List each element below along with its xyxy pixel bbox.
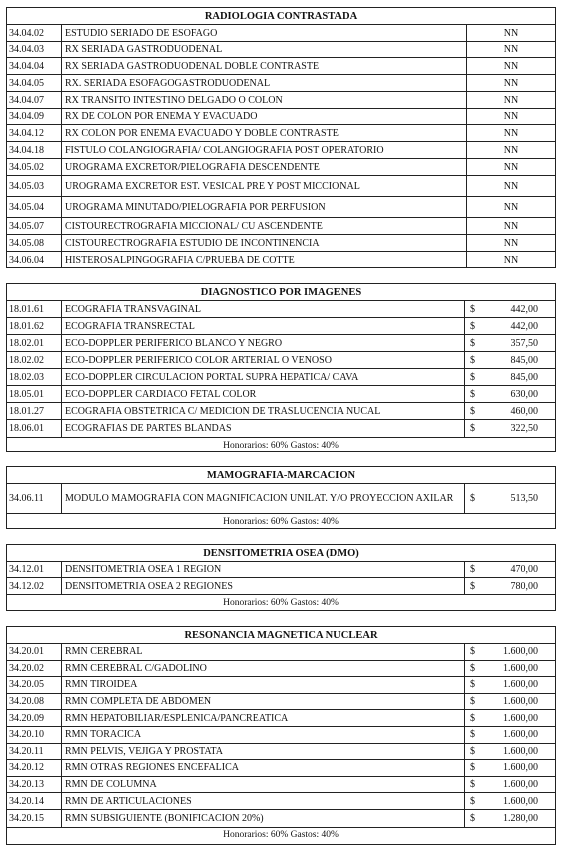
row-description: MODULO MAMOGRAFIA CON MAGNIFICACION UNILAT. Y/O PROYECCION AXILAR	[62, 484, 465, 513]
row-code: 34.20.08	[7, 694, 62, 710]
row-description: RMN TORACICA	[62, 727, 465, 743]
table-row	[7, 335, 555, 352]
row-description: ECO-DOPPLER PERIFERICO BLANCO Y NEGRO	[62, 335, 465, 351]
row-description: RMN DE COLUMNA	[62, 777, 465, 793]
row-description: RMN COMPLETA DE ABDOMEN	[62, 694, 465, 710]
row-description: RMN CEREBRAL C/GADOLINO	[62, 661, 465, 677]
row-code: 18.02.03	[7, 369, 62, 385]
row-description: RX SERIADA GASTRODUODENAL	[62, 42, 467, 57]
row-price	[465, 694, 555, 710]
row-code: 34.12.01	[7, 562, 62, 577]
row-amount: 442,00	[510, 303, 538, 315]
currency-symbol: $	[470, 337, 475, 349]
row-price	[465, 420, 555, 437]
rows-densitometria	[7, 562, 555, 594]
row-description: UROGRAMA EXCRETOR/PIELOGRAFIA DESCENDENTE	[62, 159, 467, 175]
currency-symbol: $	[470, 729, 475, 741]
row-code: 34.04.18	[7, 142, 62, 158]
table-row	[7, 352, 555, 369]
table-row	[7, 562, 555, 578]
row-description: RMN CEREBRAL	[62, 644, 465, 660]
row-description: UROGRAMA EXCRETOR EST. VESICAL PRE Y POST MICCIONAL	[62, 176, 467, 196]
row-description: RX TRANSITO INTESTINO DELGADO O COLON	[62, 92, 467, 108]
row-value: NN	[503, 254, 519, 266]
row-code: 18.01.27	[7, 403, 62, 419]
row-code: 18.06.01	[7, 420, 62, 437]
row-description: HISTEROSALPINGOGRAFIA C/PRUEBA DE COTTE	[62, 252, 467, 268]
table-row	[7, 25, 555, 42]
row-price	[465, 793, 555, 809]
row-description: ECO-DOPPLER CARDIACO FETAL COLOR	[62, 386, 465, 402]
row-description: RMN DE ARTICULACIONES	[62, 793, 465, 809]
table-row	[7, 42, 555, 58]
currency-symbol: $	[470, 354, 475, 366]
row-amount: 357,50	[510, 337, 538, 349]
row-code: 18.02.02	[7, 352, 62, 368]
table-row	[7, 760, 555, 777]
table-row	[7, 578, 555, 594]
row-description: ECOGRAFIA TRANSVAGINAL	[62, 301, 465, 317]
row-description: RX. SERIADA ESOFAGOGASTRODUODENAL	[62, 75, 467, 91]
row-code: 34.04.03	[7, 42, 62, 57]
row-description: CISTOURECTROGRAFIA MICCIONAL/ CU ASCENDENTE	[62, 218, 467, 234]
row-description: UROGRAMA MINUTADO/PIELOGRAFIA POR PERFUSION	[62, 197, 467, 217]
currency-symbol: $	[470, 795, 475, 807]
row-price	[465, 810, 555, 827]
row-description: DENSITOMETRIA OSEA 1 REGION	[62, 562, 465, 577]
row-amount: 322,50	[510, 423, 538, 434]
row-amount: 1.600,00	[503, 779, 538, 791]
row-code: 34.06.04	[7, 252, 62, 268]
row-code: 18.01.61	[7, 301, 62, 317]
section-mamografia	[6, 466, 556, 529]
row-value: NN	[503, 220, 519, 232]
row-value: NN	[503, 94, 519, 106]
row-code: 18.02.01	[7, 335, 62, 351]
table-row	[7, 710, 555, 727]
row-amount: 780,00	[510, 580, 538, 592]
row-code: 34.20.01	[7, 644, 62, 660]
table-row	[7, 176, 555, 197]
section-resonancia	[6, 626, 556, 845]
table-row	[7, 301, 555, 318]
row-code: 34.20.05	[7, 677, 62, 693]
row-price	[465, 484, 555, 513]
row-value: NN	[503, 237, 519, 249]
row-value: NN	[503, 144, 519, 156]
table-row	[7, 403, 555, 420]
rows-resonancia	[7, 644, 555, 827]
row-description: RMN PELVIS, VEJIGA Y PROSTATA	[62, 744, 465, 760]
row-code: 34.04.09	[7, 109, 62, 124]
currency-symbol: $	[470, 712, 475, 724]
section-densitometria	[6, 544, 556, 611]
fee-note: Honorarios: 60% Gastos: 40%	[7, 827, 555, 843]
table-row	[7, 484, 555, 513]
row-price	[465, 777, 555, 793]
table-row	[7, 318, 555, 335]
table-row	[7, 810, 555, 827]
row-description: RMN OTRAS REGIONES ENCEFALICA	[62, 760, 465, 776]
row-price	[465, 677, 555, 693]
table-row	[7, 75, 555, 92]
row-amount: 1.600,00	[503, 762, 538, 774]
row-value: NN	[503, 27, 519, 39]
row-value: NN	[503, 201, 519, 213]
row-code: 34.05.04	[7, 197, 62, 217]
row-price	[465, 403, 555, 419]
row-amount: 1.600,00	[503, 696, 538, 708]
currency-symbol: $	[470, 388, 475, 400]
row-value: NN	[503, 127, 519, 139]
section-title: DENSITOMETRIA OSEA (DMO)	[7, 545, 555, 562]
row-value: NN	[503, 161, 519, 173]
row-price	[465, 661, 555, 677]
row-amount: 513,50	[510, 493, 538, 504]
table-row	[7, 125, 555, 142]
currency-symbol: $	[470, 493, 475, 504]
section-radiologia	[6, 7, 556, 268]
row-code: 34.06.11	[7, 484, 62, 513]
row-amount: 470,00	[510, 564, 538, 575]
table-row	[7, 793, 555, 810]
row-price	[465, 727, 555, 743]
row-code: 18.01.62	[7, 318, 62, 334]
row-price	[465, 301, 555, 317]
row-description: ECO-DOPPLER PERIFERICO COLOR ARTERIAL O VENOSO	[62, 352, 465, 368]
row-description: CISTOURECTROGRAFIA ESTUDIO DE INCONTINENCIA	[62, 235, 467, 251]
table-row	[7, 744, 555, 761]
table-row	[7, 197, 555, 218]
row-price	[465, 562, 555, 577]
row-code: 34.04.07	[7, 92, 62, 108]
row-code: 34.20.09	[7, 710, 62, 726]
row-description: ECOGRAFIA OBSTETRICA C/ MEDICION DE TRASLUCENCIA NUCAL	[62, 403, 465, 419]
row-description: RX SERIADA GASTRODUODENAL DOBLE CONTRASTE	[62, 58, 467, 74]
row-value: NN	[503, 111, 519, 122]
row-amount: 1.600,00	[503, 679, 538, 691]
row-code: 34.05.02	[7, 159, 62, 175]
row-code: 34.04.04	[7, 58, 62, 74]
currency-symbol: $	[470, 662, 475, 674]
table-row	[7, 661, 555, 678]
row-description: ECOGRAFIA TRANSRECTAL	[62, 318, 465, 334]
section-diagnostico	[6, 283, 556, 452]
row-description: DENSITOMETRIA OSEA 2 REGIONES	[62, 578, 465, 594]
row-description: ECO-DOPPLER CIRCULACION PORTAL SUPRA HEPATICA/ CAVA	[62, 369, 465, 385]
table-row	[7, 677, 555, 694]
row-code: 34.04.02	[7, 25, 62, 41]
currency-symbol: $	[470, 779, 475, 791]
currency-symbol: $	[470, 745, 475, 757]
currency-symbol: $	[470, 646, 475, 658]
row-code: 18.05.01	[7, 386, 62, 402]
currency-symbol: $	[470, 320, 475, 332]
row-price	[465, 335, 555, 351]
rows-radiologia	[7, 25, 555, 268]
row-code: 34.05.03	[7, 176, 62, 196]
fee-note: Honorarios: 60% Gastos: 40%	[7, 437, 555, 453]
table-row	[7, 644, 555, 661]
currency-symbol: $	[470, 812, 475, 824]
row-description: FISTULO COLANGIOGRAFIA/ COLANGIOGRAFIA POST OPERATORIO	[62, 142, 467, 158]
row-amount: 1.600,00	[503, 745, 538, 757]
row-code: 34.12.02	[7, 578, 62, 594]
section-title: DIAGNOSTICO POR IMAGENES	[7, 284, 555, 301]
row-code: 34.20.13	[7, 777, 62, 793]
row-price	[465, 744, 555, 760]
row-value: NN	[503, 60, 519, 72]
row-code: 34.20.15	[7, 810, 62, 827]
row-amount: 630,00	[510, 388, 538, 400]
row-price	[465, 578, 555, 594]
row-price	[465, 644, 555, 660]
row-code: 34.20.12	[7, 760, 62, 776]
row-value: NN	[503, 180, 519, 192]
table-row	[7, 252, 555, 268]
row-amount: 1.600,00	[503, 662, 538, 674]
currency-symbol: $	[470, 405, 475, 417]
currency-symbol: $	[470, 371, 475, 383]
row-value: NN	[503, 44, 519, 55]
currency-symbol: $	[470, 423, 475, 434]
section-title: RADIOLOGIA CONTRASTADA	[7, 8, 555, 25]
table-row	[7, 777, 555, 794]
table-row	[7, 727, 555, 744]
row-description: ECOGRAFIAS DE PARTES BLANDAS	[62, 420, 465, 437]
currency-symbol: $	[470, 696, 475, 708]
row-price	[465, 760, 555, 776]
table-row	[7, 386, 555, 403]
row-code: 34.05.07	[7, 218, 62, 234]
row-amount: 845,00	[510, 371, 538, 383]
row-amount: 1.600,00	[503, 712, 538, 724]
row-price	[465, 318, 555, 334]
row-amount: 1.600,00	[503, 729, 538, 741]
rows-mamografia	[7, 484, 555, 513]
row-description: RMN TIROIDEA	[62, 677, 465, 693]
row-description: ESTUDIO SERIADO DE ESOFAGO	[62, 25, 467, 41]
row-code: 34.20.14	[7, 793, 62, 809]
row-description: RMN SUBSIGUIENTE (BONIFICACION 20%)	[62, 810, 465, 827]
row-description: RX COLON POR ENEMA EVACUADO Y DOBLE CONTRASTE	[62, 125, 467, 141]
row-description: RX DE COLON POR ENEMA Y EVACUADO	[62, 109, 467, 124]
row-price	[465, 386, 555, 402]
row-code: 34.04.12	[7, 125, 62, 141]
row-amount: 1.280,00	[503, 812, 538, 824]
table-row	[7, 218, 555, 235]
row-amount: 442,00	[510, 320, 538, 332]
table-row	[7, 420, 555, 437]
section-title: MAMOGRAFIA-MARCACION	[7, 467, 555, 484]
row-price	[465, 710, 555, 726]
table-row	[7, 142, 555, 159]
row-amount: 1.600,00	[503, 646, 538, 658]
row-amount: 460,00	[510, 405, 538, 417]
row-code: 34.04.05	[7, 75, 62, 91]
currency-symbol: $	[470, 762, 475, 774]
fee-note: Honorarios: 60% Gastos: 40%	[7, 513, 555, 529]
table-row	[7, 159, 555, 176]
table-row	[7, 92, 555, 109]
currency-symbol: $	[470, 564, 475, 575]
rows-diagnostico	[7, 301, 555, 437]
row-code: 34.20.10	[7, 727, 62, 743]
row-code: 34.20.11	[7, 744, 62, 760]
table-row	[7, 694, 555, 711]
table-row	[7, 235, 555, 252]
row-code: 34.05.08	[7, 235, 62, 251]
currency-symbol: $	[470, 679, 475, 691]
row-value: NN	[503, 77, 519, 89]
row-price	[465, 352, 555, 368]
row-price	[465, 369, 555, 385]
row-code: 34.20.02	[7, 661, 62, 677]
table-row	[7, 58, 555, 75]
fee-note: Honorarios: 60% Gastos: 40%	[7, 594, 555, 610]
currency-symbol: $	[470, 580, 475, 592]
currency-symbol: $	[470, 303, 475, 315]
row-amount: 845,00	[510, 354, 538, 366]
table-row	[7, 369, 555, 386]
row-amount: 1.600,00	[503, 795, 538, 807]
section-title: RESONANCIA MAGNETICA NUCLEAR	[7, 627, 555, 644]
row-description: RMN HEPATOBILIAR/ESPLENICA/PANCREATICA	[62, 710, 465, 726]
table-row	[7, 109, 555, 125]
